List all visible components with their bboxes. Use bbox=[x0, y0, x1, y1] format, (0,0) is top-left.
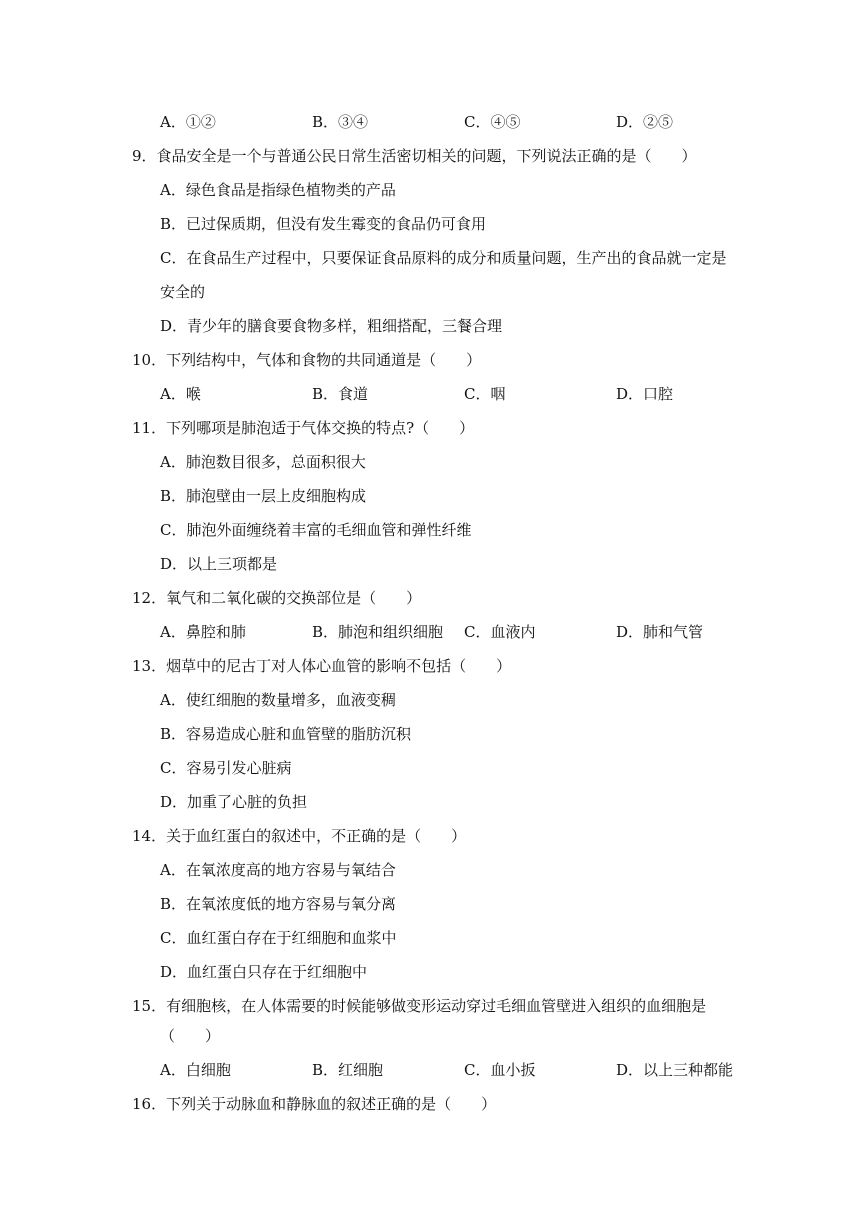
q9-option-a: A．绿色食品是指绿色植物类的产品 bbox=[160, 181, 396, 199]
q15-stem: 15．有细胞核，在人体需要的时候能够做变形运动穿过毛细血管壁进入组织的血细胞是 bbox=[132, 997, 707, 1015]
q13-option-b: B．容易造成心脏和血管壁的脂肪沉积 bbox=[160, 725, 412, 743]
q9-option-c: C．在食品生产过程中，只要保证食品原料的成分和质量问题，生产出的食品就一定是 bbox=[160, 249, 727, 267]
q10-option-c: C．咽 bbox=[464, 385, 506, 403]
q8-option-c: C．④⑤ bbox=[464, 113, 521, 131]
q10-options bbox=[160, 384, 780, 404]
q11-option-b: B．肺泡壁由一层上皮细胞构成 bbox=[160, 487, 367, 505]
q14-stem: 14．关于血红蛋白的叙述中，不正确的是（ ） bbox=[132, 827, 467, 845]
q12-option-d: D．肺和气管 bbox=[616, 623, 704, 641]
q8-option-d: D．②⑤ bbox=[616, 113, 674, 131]
q9-option-d: D．青少年的膳食要食物多样，粗细搭配，三餐合理 bbox=[160, 317, 503, 335]
q15-option-c: C．血小扳 bbox=[464, 1061, 536, 1079]
q12-option-a: A．鼻腔和肺 bbox=[160, 623, 246, 641]
q14-option-d: D．血红蛋白只存在于红细胞中 bbox=[160, 963, 368, 981]
q11-option-a: A．肺泡数目很多，总面积很大 bbox=[160, 453, 366, 471]
q9-option-c-continued: 安全的 bbox=[160, 283, 206, 301]
q11-option-c: C．肺泡外面缠绕着丰富的毛细血管和弹性纤维 bbox=[160, 521, 472, 539]
q14-option-a: A．在氧浓度高的地方容易与氧结合 bbox=[160, 861, 396, 879]
q15-option-b: B．红细胞 bbox=[312, 1061, 384, 1079]
q13-option-d: D．加重了心脏的负担 bbox=[160, 793, 308, 811]
q14-option-b: B．在氧浓度低的地方容易与氧分离 bbox=[160, 895, 397, 913]
q12-option-b: B．肺泡和组织细胞 bbox=[312, 623, 444, 641]
q13-stem: 13．烟草中的尼古丁对人体心血管的影响不包括（ ） bbox=[132, 657, 512, 675]
q15-options bbox=[160, 1060, 780, 1080]
q8-option-b: B．③④ bbox=[312, 113, 369, 131]
q10-option-d: D．口腔 bbox=[616, 385, 674, 403]
q10-option-b: B．食道 bbox=[312, 385, 369, 403]
q15-option-d: D．以上三种都能 bbox=[616, 1061, 734, 1079]
q16-stem: 16．下列关于动脉血和静脉血的叙述正确的是（ ） bbox=[132, 1095, 497, 1113]
q11-option-d: D．以上三项都是 bbox=[160, 555, 278, 573]
q8-option-a: A．①② bbox=[160, 113, 216, 131]
q10-stem: 10．下列结构中，气体和食物的共同通道是（ ） bbox=[132, 351, 482, 369]
q13-option-a: A．使红细胞的数量增多，血液变稠 bbox=[160, 691, 396, 709]
q15-option-a: A．白细胞 bbox=[160, 1061, 231, 1079]
q11-stem: 11．下列哪项是肺泡适于气体交换的特点?（ ） bbox=[132, 419, 475, 437]
q13-option-c: C．容易引发心脏病 bbox=[160, 759, 292, 777]
q12-stem: 12．氧气和二氧化碳的交换部位是（ ） bbox=[132, 589, 422, 607]
q10-option-a: A．喉 bbox=[160, 385, 201, 403]
q12-options bbox=[160, 622, 780, 642]
q14-option-c: C．血红蛋白存在于红细胞和血浆中 bbox=[160, 929, 397, 947]
q8-options bbox=[160, 112, 780, 132]
q9-stem: 9．食品安全是一个与普通公民日常生活密切相关的问题，下列说法正确的是（ ） bbox=[132, 147, 697, 165]
q12-option-c: C．血液内 bbox=[464, 623, 536, 641]
q9-option-b: B．已过保质期，但没有发生霉变的食品仍可食用 bbox=[160, 215, 487, 233]
q15-stem-continued: （ ） bbox=[160, 1027, 221, 1045]
